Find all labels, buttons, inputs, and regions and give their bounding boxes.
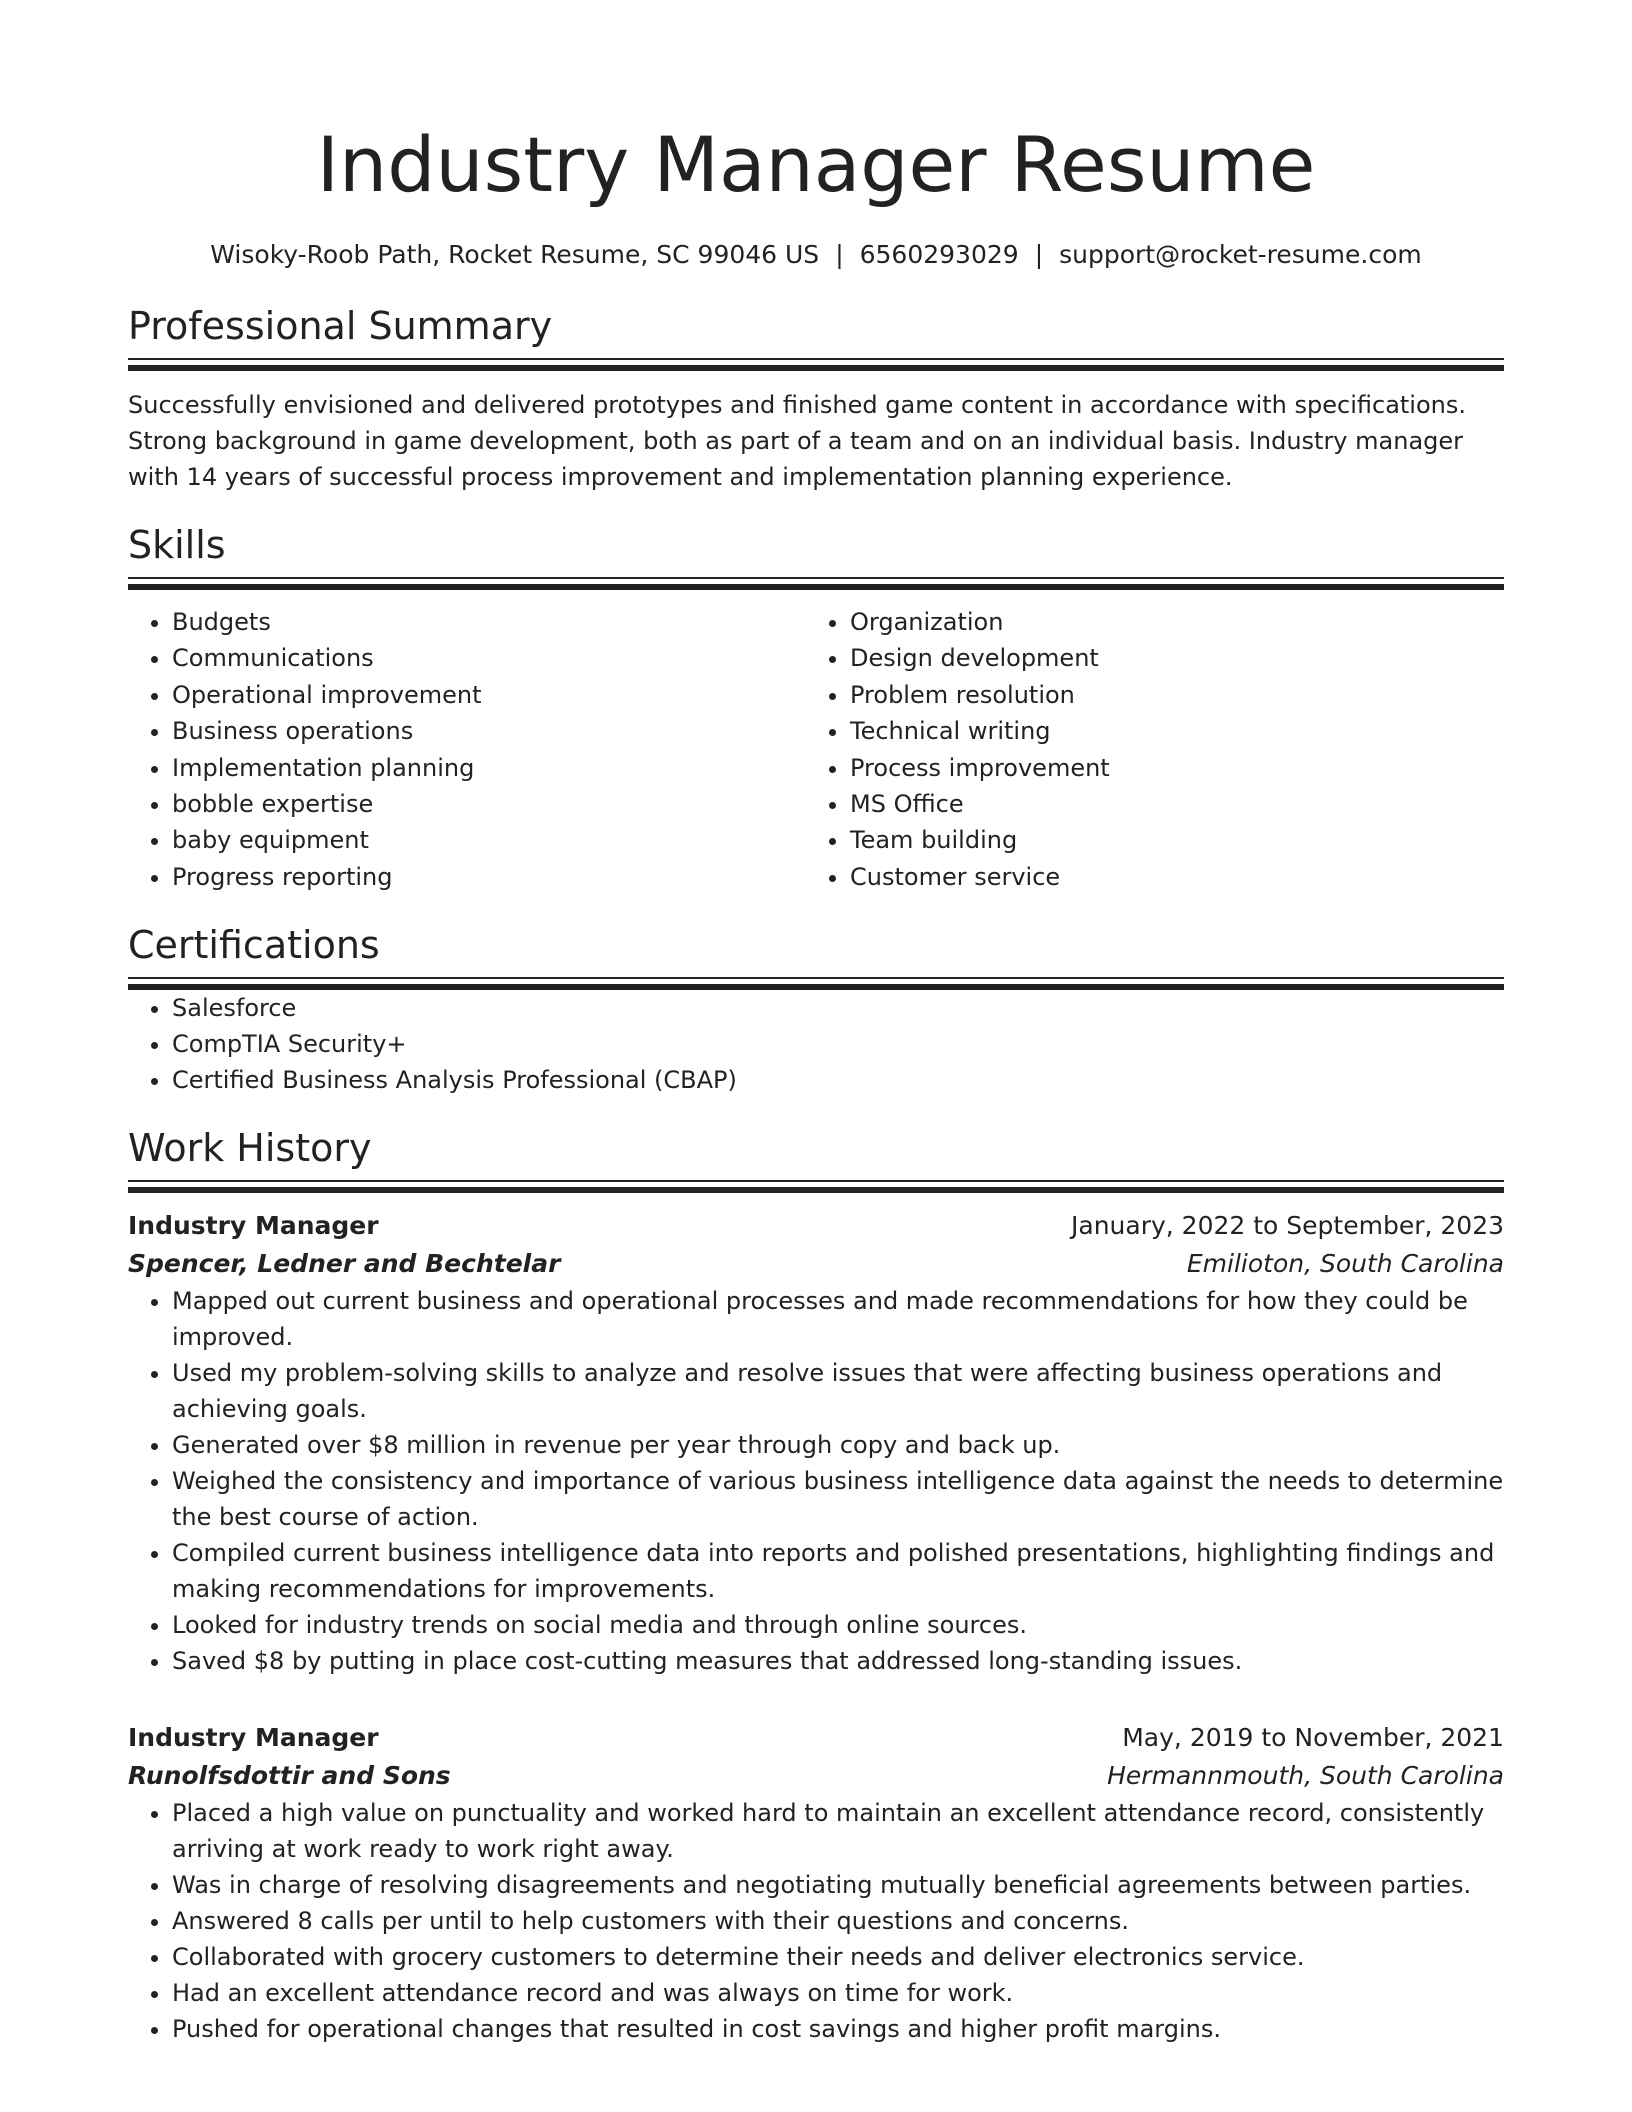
contact-line [128, 238, 1504, 272]
contact-phone: 6560293029 [859, 240, 1019, 269]
certifications-list [128, 990, 1504, 1098]
job-title: Industry Manager [128, 1723, 379, 1753]
skills-right-column [806, 604, 1484, 895]
summary-text: Successfully envisioned and delivered prototypes and finished game content in accordance with specifications. Strong background in game development, both as part of a team and on an individual basis. Industry manager with 14 years of successful process improvement and implementation planning experience. [128, 391, 1466, 491]
job-bullet: • Generated over $8 million in revenue per year through copy and back up. [172, 1427, 1504, 1463]
job-location: Emilioton, South Carolina [1186, 1249, 1504, 1279]
job-bullet: • Had an excellent attendance record and was always on time for work. [172, 1975, 1504, 2011]
job-title-row [128, 1719, 1504, 1757]
job-bullet: • Answered 8 calls per until to help customers with their questions and concerns. [172, 1903, 1504, 1939]
job-bullet: • Used my problem-solving skills to analyze and resolve issues that were affecting business operations and achieving goals. [172, 1355, 1504, 1427]
section-divider [128, 1180, 1504, 1182]
job-bullet: • Weighed the consistency and importance of various business intelligence data against the needs to determine the best course of action. [172, 1463, 1504, 1535]
skill-item: • Progress reporting [172, 859, 806, 895]
job-bullet-list [128, 1283, 1504, 1679]
job-bullet: • Placed a high value on punctuality and worked hard to maintain an excellent attendance record, consistently arriving at work ready to work right away. [172, 1795, 1504, 1867]
skills-section [128, 521, 1504, 895]
job-entry [128, 1719, 1504, 2047]
job-company-row [128, 1245, 1504, 1283]
certification-item: • Salesforce [172, 990, 1504, 1026]
section-divider [128, 358, 1504, 360]
job-company: Spencer, Ledner and Bechtelar [128, 1249, 561, 1279]
section-divider [128, 365, 1504, 371]
job-location: Hermannmouth, South Carolina [1107, 1761, 1504, 1791]
certifications-heading: Certifications [128, 923, 380, 968]
skill-item: • baby equipment [172, 822, 806, 858]
skills-heading: Skills [128, 523, 226, 567]
skill-item: • Communications [172, 640, 806, 676]
summary-section [128, 302, 1504, 495]
job-bullet: • Mapped out current business and operational processes and made recommendations for how they could be improved. [172, 1283, 1504, 1355]
job-company: Runolfsdottir and Sons [128, 1761, 451, 1791]
skill-item: • Technical writing [850, 713, 1484, 749]
certification-item: • Certified Business Analysis Professional (CBAP) [172, 1062, 1504, 1098]
skill-item: • Budgets [172, 604, 806, 640]
skill-item: • Problem resolution [850, 677, 1484, 713]
work-history-heading: Work History [128, 1126, 372, 1171]
summary-heading: Professional Summary [128, 304, 553, 348]
job-dates: May, 2019 to November, 2021 [1122, 1723, 1504, 1753]
contact-email: support@rocket-resume.com [1059, 240, 1422, 269]
job-bullet: • Pushed for operational changes that resulted in cost savings and higher profit margins. [172, 2011, 1504, 2047]
skill-item: • Process improvement [850, 750, 1484, 786]
skill-item: • Team building [850, 822, 1484, 858]
skill-item: • Implementation planning [172, 750, 806, 786]
resume-title: Industry Manager Resume [316, 120, 1316, 209]
resume-page [128, 0, 1504, 2047]
job-bullet: • Was in charge of resolving disagreements and negotiating mutually beneficial agreements between parties. [172, 1867, 1504, 1903]
skills-columns [128, 604, 1504, 895]
certification-item: • CompTIA Security+ [172, 1026, 1504, 1062]
job-bullet-list [128, 1795, 1504, 2047]
section-divider [128, 1187, 1504, 1193]
job-company-row [128, 1757, 1504, 1795]
contact-separator: | [1034, 240, 1044, 269]
skill-item: • MS Office [850, 786, 1484, 822]
skill-item: • Customer service [850, 859, 1484, 895]
skill-item: • Business operations [172, 713, 806, 749]
skill-item: • Operational improvement [172, 677, 806, 713]
skill-item: • bobble expertise [172, 786, 806, 822]
job-bullet: • Saved $8 by putting in place cost-cutting measures that addressed long-standing issues. [172, 1643, 1504, 1679]
job-title-row [128, 1207, 1504, 1245]
contact-separator: | [835, 240, 844, 269]
job-title: Industry Manager [128, 1211, 379, 1241]
section-divider [128, 577, 1504, 579]
work-history-section [128, 1124, 1504, 2047]
job-bullet: • Collaborated with grocery customers to determine their needs and deliver electronics service. [172, 1939, 1504, 1975]
job-bullet: • Compiled current business intelligence data into reports and polished presentations, highlighting findings and making recommendations for improvements. [172, 1535, 1504, 1607]
section-divider [128, 584, 1504, 590]
certifications-section [128, 921, 1504, 1098]
job-dates: January, 2022 to September, 2023 [1071, 1211, 1504, 1241]
skill-item: • Organization [850, 604, 1484, 640]
contact-address: Wisoky-Roob Path, Rocket Resume, SC 99046 US [210, 240, 820, 269]
section-divider [128, 977, 1504, 979]
skills-right-list [806, 604, 1484, 895]
skill-item: • Design development [850, 640, 1484, 676]
skills-left-list [128, 604, 806, 895]
skills-left-column [128, 604, 806, 895]
job-bullet: • Looked for industry trends on social media and through online sources. [172, 1607, 1504, 1643]
job-entry [128, 1207, 1504, 1679]
